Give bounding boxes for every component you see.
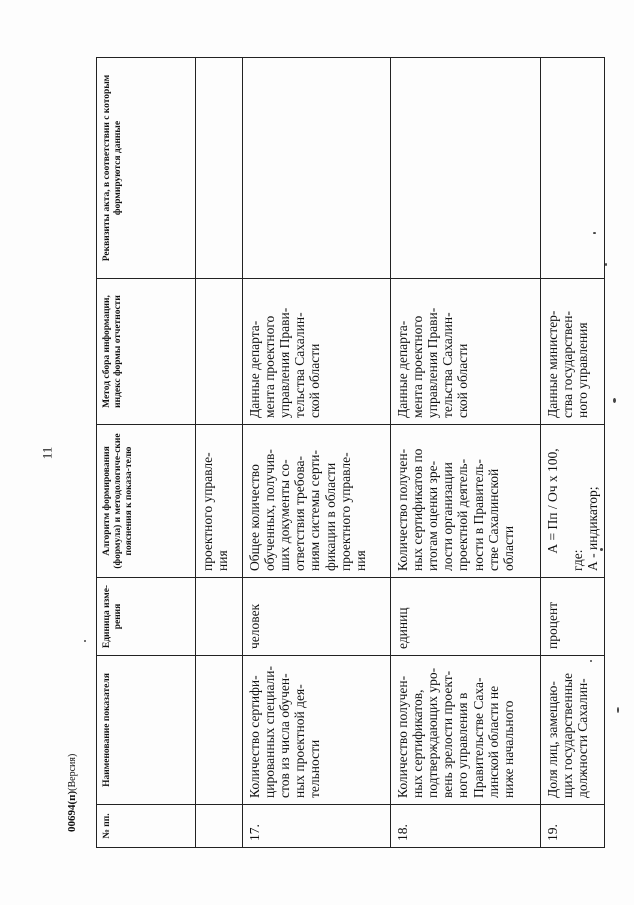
cell-algorithm-18: Количество получен- ных сертификатов по итогам оценки зре- лости организации проектной деятель- ности в Правитель- стве Сахалинской области: [391, 425, 541, 578]
cell: [196, 279, 243, 425]
cell-unit-17: человек: [243, 578, 391, 656]
cell-unit-18: единиц: [391, 578, 541, 656]
header-method: Метод сбора информации, индекс формы отчетности: [97, 279, 196, 425]
cell-unit-19: процент: [541, 578, 605, 656]
footer-code: 00694(п): [66, 790, 78, 832]
cell-requisites-18: [391, 58, 541, 279]
cell-num-18: 18.: [391, 805, 541, 848]
cell: [196, 805, 243, 848]
cell-name-19: Доля лиц, замещаю- щих государственные должности Сахалин-: [541, 656, 605, 805]
header-unit: Единица изме-рения: [97, 578, 196, 656]
scan-speck: [617, 707, 619, 713]
footer-version: (Версия): [67, 753, 78, 791]
scan-speck: [590, 660, 592, 662]
cell-num-19: 19.: [541, 805, 605, 848]
header-name: Наименование показателя: [97, 656, 196, 805]
formula-a-definition: А - индикатор;: [585, 486, 601, 571]
table-row-18: [391, 58, 541, 848]
cell-algorithm-17: Общее количество обученных, получив- ших документы со- ответствия требова- ниям системы серти- фикации в области проектного управле- ния: [243, 425, 391, 578]
cell-name-17: Количество сертифи- цированных специали- стов из числа обучен- ных проектной дея- тельности: [243, 656, 391, 805]
cell-requisites-17: [243, 58, 391, 279]
page-number: 11: [39, 446, 55, 460]
indicators-table: [96, 57, 605, 848]
scan-speck: [593, 232, 596, 234]
cell-requisites-19: [541, 58, 605, 279]
cell: [196, 58, 243, 279]
formula-where: где:: [570, 549, 586, 571]
scan-speck: [613, 398, 616, 403]
header-num: № пп.: [97, 805, 196, 848]
cell-method-18: Данные департа- мента проектного управления Прави- тельства Сахалин- ской области: [391, 279, 541, 425]
header-algorithm: Алгоритм формирования (формула) и методологиче-ские пояснения к показа-телю: [97, 425, 196, 578]
cell-algorithm-19: [541, 425, 605, 578]
cell-num-17: 17.: [243, 805, 391, 848]
cell-algorithm-cont: проектного управле- ния: [196, 425, 243, 578]
rotated-table-container: [96, 58, 601, 848]
cell-method-17: Данные департа- мента проектного управления Прави- тельства Сахалин- ской области: [243, 279, 391, 425]
cell: [196, 656, 243, 805]
scan-speck: [84, 640, 86, 642]
header-requisites: Реквизиты акта, в соответствии с которым формируются данные: [97, 58, 196, 279]
cell-name-18: Количество получен- ных сертификатов, подтверждающих уро- вень зрелости проект- ного управления в Правительстве Саха- линской области не ниже начального: [391, 656, 541, 805]
table-row-19: [541, 58, 605, 848]
scan-speck: [600, 548, 603, 551]
table-row-17: [243, 58, 391, 848]
header-row: [97, 58, 196, 848]
cell-method-19: Данные министер- ства государствен- ного управления: [541, 279, 605, 425]
table-row-continuation: [196, 58, 243, 848]
cell: [196, 578, 243, 656]
document-footer: [66, 754, 78, 832]
scan-speck: [605, 263, 607, 266]
formula-19: А = Пп / Оч х 100,: [545, 448, 560, 554]
